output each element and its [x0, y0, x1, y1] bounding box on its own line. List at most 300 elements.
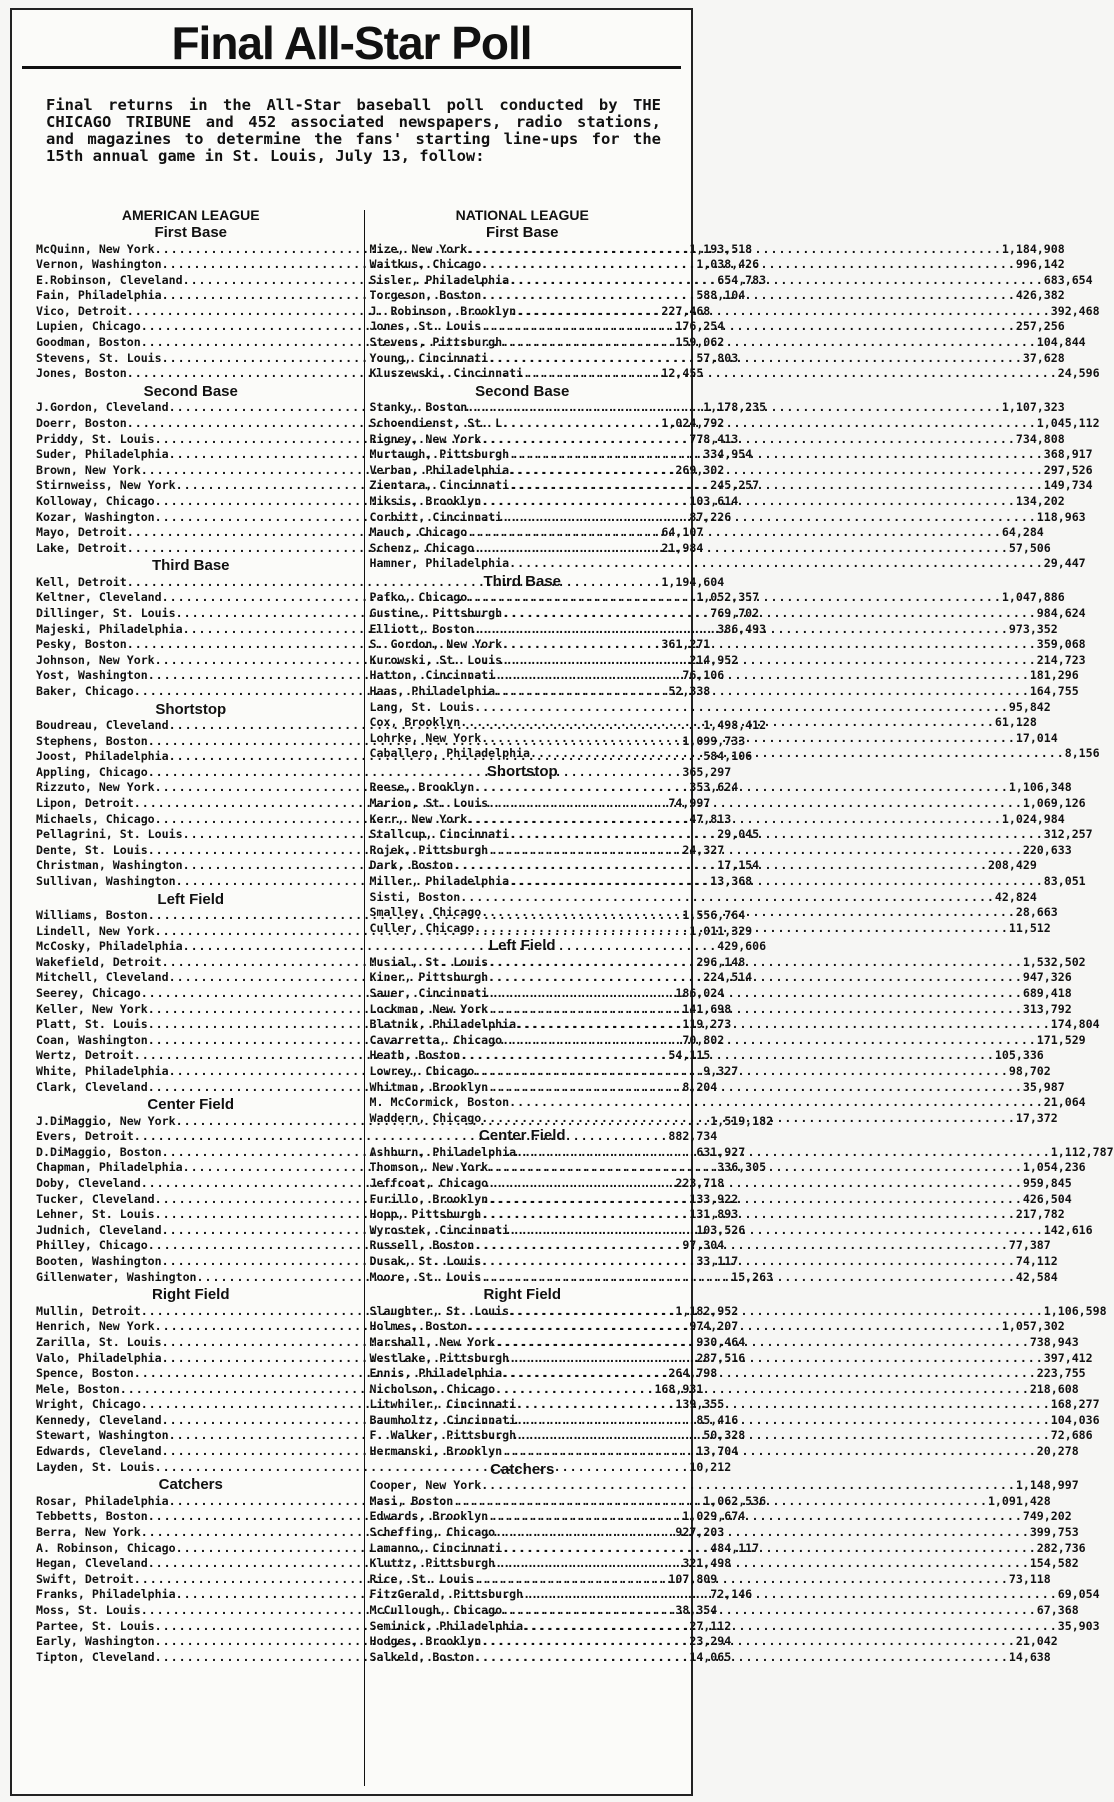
vote-count: 959,845 [1022, 1176, 1072, 1191]
vote-count: 1,178,235 [703, 400, 767, 415]
vote-count: 1,112,787 [1050, 1144, 1114, 1159]
vote-count: 1,182,952 [675, 1303, 739, 1318]
player-name: Rosar, Philadelphia [36, 1493, 169, 1508]
player-name: Tucker, Cleveland [36, 1191, 155, 1206]
player-name: Doby, Cleveland [36, 1176, 141, 1191]
player-name: Schenz, Chicago [369, 540, 475, 555]
player-name: Lindell, New York [36, 923, 155, 938]
vote-count: 996,142 [1015, 257, 1065, 272]
vote-count: 220,633 [1022, 842, 1072, 857]
vote-count: 927,203 [675, 1524, 725, 1539]
dot-leader [502, 416, 1037, 432]
vote-count: 57,506 [1008, 540, 1051, 555]
player-row [369, 889, 1037, 906]
dot-leader [453, 858, 988, 874]
dot-leader [474, 780, 1009, 796]
dot-leader [481, 1270, 1016, 1286]
dot-leader [481, 432, 1016, 448]
player-name: Heath, Boston [369, 1048, 461, 1063]
player-name: Joost, Philadelphia [36, 749, 169, 764]
position-heading: First Base [154, 224, 228, 241]
vote-count: 426,382 [1015, 288, 1065, 303]
vote-count: 224,514 [703, 970, 753, 985]
vote-count: 312,257 [1043, 827, 1093, 842]
vote-count: 1,519,182 [710, 1113, 774, 1128]
player-name: Kennedy, Cleveland [36, 1412, 162, 1427]
vote-count: 689,418 [1022, 986, 1072, 1001]
vote-count: 105,336 [994, 1048, 1044, 1063]
vote-count: 50,328 [703, 1428, 746, 1443]
vote-count: 1,184,908 [1001, 241, 1065, 256]
player-name: Appling, Chicago [36, 764, 148, 779]
player-name: Evers, Detroit [36, 1129, 134, 1144]
player-name: J. Robinson, Brooklyn [369, 303, 517, 318]
dot-leader [488, 1160, 1023, 1176]
vote-count: 245,257 [710, 478, 760, 493]
vote-count: 12,455 [661, 366, 704, 381]
vote-count: 361,271 [661, 637, 711, 652]
player-name: Verban, Philadelphia [369, 462, 510, 477]
vote-count: 223,718 [675, 1176, 725, 1191]
dot-leader [474, 541, 1009, 557]
vote-count: 9,327 [703, 1064, 739, 1078]
dot-leader [509, 827, 1044, 843]
player-name: Brown, New York [36, 462, 141, 477]
position-heading: Shortstop [486, 762, 558, 780]
vote-count: 217,782 [1015, 1207, 1065, 1222]
player-name: Hegan, Cleveland [36, 1556, 148, 1571]
vote-count: 139,355 [675, 1397, 725, 1412]
player-name: Lamanno, Cincinnati [369, 1540, 503, 1555]
player-name: Reese, Brooklyn [369, 780, 475, 795]
player-row [369, 1478, 1079, 1494]
dot-leader [495, 668, 1030, 684]
dot-leader [474, 921, 1009, 937]
player-name: McCosky, Philadelphia [36, 939, 183, 954]
vote-count: 21,064 [1043, 1095, 1086, 1110]
vote-count: 1,054,236 [1022, 1160, 1086, 1175]
vote-count: 23,294 [689, 1634, 732, 1649]
dot-leader [474, 1238, 1009, 1254]
column-divider [364, 210, 365, 1786]
vote-count: 104,844 [1036, 335, 1086, 350]
vote-count: 52,338 [668, 683, 711, 698]
dot-leader [460, 890, 995, 906]
dot-leader [488, 1192, 1023, 1208]
player-name: Lipon, Detroit [36, 796, 134, 810]
player-name: Westlake, Pittsburgh [369, 1350, 510, 1365]
vote-count: 76,106 [682, 668, 725, 683]
player-name: Mullin, Detroit [36, 1303, 141, 1318]
headline: Final All-Star Poll [22, 20, 681, 69]
dot-leader [516, 1428, 1051, 1444]
player-name: Spence, Boston [36, 1366, 134, 1381]
player-name: Hamner, Philadelphia [369, 556, 510, 571]
player-name: Salkeld, Boston [369, 1649, 475, 1664]
player-name: Platt, St. Louis [36, 1017, 148, 1032]
dot-leader [488, 970, 1023, 986]
dot-leader [488, 955, 1023, 971]
vote-count: 61,128 [994, 715, 1037, 730]
vote-count: 11,512 [1008, 920, 1051, 935]
vote-count: 313,792 [1022, 1001, 1072, 1016]
player-name: Gillenwater, Washington [36, 1269, 197, 1284]
vote-count: 74,112 [1015, 1254, 1058, 1269]
vote-count: 27,112 [689, 1618, 732, 1633]
player-name: Waddern, Chicago [369, 1110, 482, 1125]
player-name: Jones, Boston [36, 366, 127, 381]
dot-leader [481, 1111, 1016, 1127]
dot-leader [488, 1176, 1023, 1192]
vote-count: 17,154 [717, 858, 760, 873]
player-name: Swift, Detroit [36, 1571, 134, 1586]
vote-count: 1,024,792 [661, 415, 725, 430]
dot-leader [460, 1048, 995, 1064]
vote-count: 28,663 [1015, 905, 1058, 920]
player-name: Ennis, Philadelphia [369, 1366, 503, 1381]
vote-count: 37,628 [1022, 350, 1065, 365]
vote-count: 1,052,357 [696, 590, 760, 605]
dot-leader [467, 525, 1002, 541]
results-columns [22, 207, 1114, 1786]
player-name: Sisler, Philadelphia [369, 272, 510, 287]
vote-count: 584,106 [703, 749, 753, 764]
vote-count: 282,736 [1036, 1540, 1086, 1555]
dot-leader [481, 1478, 1016, 1494]
dot-leader [488, 1509, 1023, 1525]
vote-count: 72,146 [710, 1587, 753, 1602]
vote-count: 103,614 [689, 493, 739, 508]
vote-count: 168,931 [654, 1381, 704, 1396]
player-name: Hopp, Pittsburgh [369, 1207, 482, 1222]
player-name: Mize, New York [369, 241, 468, 256]
vote-count: 186,024 [675, 986, 725, 1001]
vote-count: 749,202 [1022, 1509, 1072, 1524]
player-row [369, 556, 1086, 572]
player-name: Goodman, Boston [36, 335, 141, 350]
player-name: Masi, Boston [369, 1493, 454, 1508]
vote-count: 1,532,502 [1022, 954, 1086, 969]
vote-count: 103,526 [696, 1222, 746, 1237]
dot-leader [488, 351, 1023, 367]
vote-count: 141,698 [682, 1001, 732, 1016]
dot-leader [481, 731, 1016, 747]
vote-count: 1,069,126 [1022, 796, 1086, 810]
dot-leader [488, 796, 1023, 812]
player-name: Lake, Detroit [36, 540, 127, 555]
vote-count: 42,584 [1015, 1269, 1058, 1284]
player-name: Philley, Chicago [36, 1238, 148, 1253]
vote-count: 1,106,348 [1008, 780, 1072, 795]
dot-leader [509, 1351, 1044, 1367]
position-heading: Left Field [157, 890, 225, 908]
player-name: J.Gordon, Cleveland [36, 400, 169, 415]
position-heading: Left Field [488, 937, 556, 955]
player-name: Kolloway, Chicago [36, 493, 155, 508]
player-name: A. Robinson, Chicago [36, 1540, 176, 1555]
player-name: Mauch, Chicago [369, 525, 468, 540]
dot-leader [509, 463, 1044, 479]
position-heading: First Base [485, 224, 559, 241]
player-name: Stevens, Pittsburgh [369, 335, 503, 350]
vote-count: 104,036 [1050, 1412, 1100, 1427]
league-title: NATIONAL LEAGUE [455, 207, 589, 223]
player-name: Baker, Chicago [36, 683, 134, 698]
dot-leader [460, 715, 995, 731]
vote-count: 1,011,329 [689, 923, 753, 938]
player-name: Stevens, St. Louis [36, 350, 162, 365]
player-name: Cooper, New York [369, 1478, 482, 1493]
player-name: Pesky, Boston [36, 637, 127, 652]
vote-count: 74,997 [668, 796, 711, 810]
dot-leader [516, 304, 1051, 320]
vote-count: 223,755 [1036, 1366, 1086, 1381]
vote-count: 64,284 [1001, 525, 1044, 540]
player-name: Johnson, New York [36, 652, 155, 667]
dot-leader [474, 1064, 1009, 1080]
player-name: Kell, Detroit [36, 574, 127, 589]
dot-leader [502, 1033, 1037, 1049]
vote-count: 85,416 [696, 1412, 739, 1427]
player-name: Furillo, Brooklyn [369, 1191, 489, 1206]
dot-leader [467, 1319, 1002, 1335]
player-name: Sullivan, Washington [36, 873, 176, 888]
vote-count: 181,296 [1029, 668, 1079, 683]
dot-leader [523, 1587, 1058, 1603]
vote-count: 1,057,302 [1001, 1319, 1065, 1334]
player-name: Thomson, New York [369, 1160, 489, 1175]
player-name: Doerr, Boston [36, 415, 127, 430]
player-name: Mayo, Detroit [36, 525, 127, 540]
vote-count: 386,493 [717, 621, 767, 636]
dot-leader [509, 556, 1044, 572]
player-name: Wertz, Detroit [36, 1048, 134, 1063]
player-name: Kluszewski, Cincinnati [369, 366, 524, 381]
player-name: Zientara, Cincinnati [369, 478, 510, 493]
vote-count: 930,464 [696, 1334, 746, 1349]
player-name: Culler, Chicago [369, 920, 475, 935]
player-name: Coan, Washington [36, 1032, 148, 1047]
vote-count: 321,498 [682, 1556, 732, 1571]
dot-leader [488, 1002, 1023, 1018]
league-title: AMERICAN LEAGUE [121, 207, 260, 223]
position-heading: Center Field [478, 1127, 566, 1145]
vote-count: 21,984 [661, 540, 704, 555]
vote-count: 8,204 [682, 1079, 718, 1094]
vote-count: 33,117 [696, 1254, 739, 1269]
vote-count: 654,783 [717, 272, 767, 287]
player-name: Lupien, Chicago [36, 319, 141, 334]
player-name: Young, Cincinnati [369, 350, 489, 365]
vote-count: 142,616 [1043, 1222, 1093, 1237]
position-heading: Center Field [147, 1096, 235, 1114]
vote-count: 1,029,674 [682, 1509, 746, 1524]
player-name: E.Robinson, Cleveland [36, 272, 183, 287]
dot-leader [488, 843, 1023, 859]
player-name: Scheffing, Chicago [369, 1524, 496, 1539]
vote-count: 29,045 [717, 827, 760, 842]
vote-count: 70,802 [682, 1032, 725, 1047]
player-name: Ashburn, Philadelphia [369, 1144, 517, 1159]
player-name: Tipton, Cleveland [36, 1649, 155, 1664]
dot-leader [495, 684, 1030, 700]
player-name: Hermanski, Brooklyn [369, 1444, 503, 1459]
player-name: Early, Washington [36, 1634, 155, 1649]
dot-leader [509, 478, 1044, 494]
player-name: S. Gordon, New York [369, 637, 503, 652]
vote-count: 54,115 [668, 1048, 711, 1063]
dot-leader [481, 257, 1016, 273]
dot-leader [509, 874, 1044, 890]
vote-count: 118,963 [1036, 509, 1086, 524]
vote-count: 149,734 [1043, 478, 1093, 493]
player-name: Priddy, St. Louis [36, 431, 155, 446]
dot-leader [516, 1145, 1051, 1161]
position-heading: Catchers [158, 1476, 223, 1494]
dot-leader [502, 1444, 1037, 1460]
vote-count: 14,065 [689, 1649, 732, 1664]
player-name: Baumholtz, Cincinnati [369, 1412, 517, 1427]
vote-count: 1,045,112 [1036, 415, 1100, 430]
player-name: D.DiMaggio, Boston [36, 1144, 162, 1159]
vote-count: 64,107 [661, 525, 704, 540]
vote-count: 1,498,412 [703, 718, 767, 733]
player-name: Waitkus, Chicago [369, 257, 482, 272]
player-name: Stirnweiss, New York [36, 478, 176, 493]
vote-count: 13,368 [710, 873, 753, 888]
dot-leader [474, 622, 1009, 638]
player-name: Stanky, Boston [369, 400, 468, 415]
player-name: Russell, Boston [369, 1238, 475, 1253]
dot-leader [488, 986, 1023, 1002]
vote-count: 392,468 [1050, 303, 1100, 318]
player-name: Booten, Washington [36, 1254, 162, 1269]
player-name: Christman, Washington [36, 858, 183, 873]
position-heading: Shortstop [155, 700, 227, 718]
vote-count: 67,368 [1036, 1602, 1079, 1617]
vote-count: 947,326 [1022, 970, 1072, 985]
player-row [369, 1095, 1086, 1111]
dot-leader [523, 366, 1058, 382]
vote-count: 87,226 [689, 509, 732, 524]
position-heading: Second Base [143, 382, 238, 400]
dot-leader [467, 400, 1002, 416]
vote-count: 738,943 [1029, 1334, 1079, 1349]
newspaper-clipping [10, 8, 1114, 1796]
dot-leader [481, 288, 1016, 304]
dot-leader [516, 1397, 1051, 1413]
dot-leader [509, 1223, 1044, 1239]
vote-count: 769,702 [710, 605, 760, 620]
dot-leader [502, 653, 1037, 669]
player-name: Jeffcoat, Chicago [369, 1176, 489, 1191]
dot-leader [516, 1017, 1051, 1033]
player-name: F. Walker, Pittsburgh [369, 1428, 517, 1443]
dot-leader [481, 1634, 1016, 1650]
player-name: Caballero, Philadelphia [369, 746, 531, 761]
player-name: Stewart, Washington [36, 1428, 169, 1443]
player-name: Rizzuto, New York [36, 780, 155, 795]
vote-count: 353,624 [689, 780, 739, 795]
vote-count: 57,803 [696, 350, 739, 365]
player-name: Hatton, Cincinnati [369, 668, 496, 683]
dot-leader [467, 812, 1002, 828]
vote-count: 297,526 [1043, 462, 1093, 477]
vote-count: 159,062 [675, 335, 725, 350]
player-name: M. McCormick, Boston [369, 1095, 510, 1110]
vote-count: 683,654 [1043, 272, 1093, 287]
vote-count: 484,117 [710, 1540, 760, 1555]
player-name: Haas, Philadelphia [369, 683, 496, 698]
player-row [369, 699, 1051, 716]
player-name: Henrich, New York [36, 1319, 155, 1334]
vote-count: 397,412 [1043, 1350, 1093, 1365]
dot-leader [502, 510, 1037, 526]
player-name: Holmes, Boston [369, 1319, 468, 1334]
dot-leader [481, 905, 1016, 921]
vote-count: 171,529 [1036, 1032, 1086, 1047]
vote-count: 119,273 [682, 1017, 732, 1032]
dot-leader [481, 1254, 1016, 1270]
player-name: Moore, St. Louis [369, 1269, 482, 1284]
vote-count: 133,922 [689, 1191, 739, 1206]
player-name: Rice, St. Louis [369, 1571, 475, 1586]
vote-count: 1,099,733 [682, 733, 746, 748]
player-name: Miller, Philadelphia [369, 873, 510, 888]
dot-leader [481, 319, 1016, 335]
vote-count: 134,202 [1015, 493, 1065, 508]
vote-count: 164,755 [1029, 683, 1079, 698]
vote-count: 29,447 [1043, 556, 1086, 571]
vote-count: 72,686 [1050, 1428, 1093, 1443]
player-name: McCullough, Chicago [369, 1602, 503, 1617]
position-heading: Third Base [151, 557, 230, 575]
player-name: Sauer, Cincinnati [369, 986, 489, 1001]
player-name: Hodges, Brooklyn [369, 1634, 482, 1649]
vote-count: 20,278 [1036, 1444, 1079, 1459]
vote-count: 24,596 [1057, 366, 1100, 381]
dot-leader [502, 1366, 1037, 1382]
vote-count: 359,068 [1036, 637, 1086, 652]
player-name: Yost, Washington [36, 668, 148, 683]
vote-count: 131,893 [689, 1207, 739, 1222]
player-name: Whitman, Brooklyn [369, 1079, 489, 1094]
dot-leader [467, 590, 1002, 606]
vote-count: 257,256 [1015, 319, 1065, 334]
player-name: Edwards, Cleveland [36, 1444, 162, 1459]
player-name: Lohrke, New York [369, 730, 482, 745]
vote-count: 47,813 [689, 811, 732, 826]
player-name: Pellagrini, St. Louis [36, 827, 183, 842]
player-name: Vico, Detroit [36, 303, 127, 318]
dot-leader [509, 447, 1044, 463]
player-name: Boudreau, Cleveland [36, 718, 169, 733]
vote-count: 882,734 [668, 1129, 718, 1144]
player-name: Vernon, Washington [36, 257, 162, 272]
vote-count: 69,054 [1057, 1587, 1100, 1602]
vote-count: 1,038,426 [696, 257, 760, 272]
player-name: Schoendienst, St. L [369, 415, 503, 430]
dot-leader [502, 1541, 1037, 1557]
vote-count: 10,212 [689, 1459, 732, 1474]
vote-count: 38,354 [675, 1602, 718, 1617]
player-name: Judnich, Cleveland [36, 1222, 162, 1237]
vote-count: 214,952 [689, 652, 739, 667]
position-heading: Right Field [152, 1286, 230, 1304]
vote-count: 1,148,997 [1015, 1478, 1079, 1493]
player-name: Majeski, Philadelphia [36, 621, 183, 636]
player-name: White, Philadelphia [36, 1064, 169, 1078]
